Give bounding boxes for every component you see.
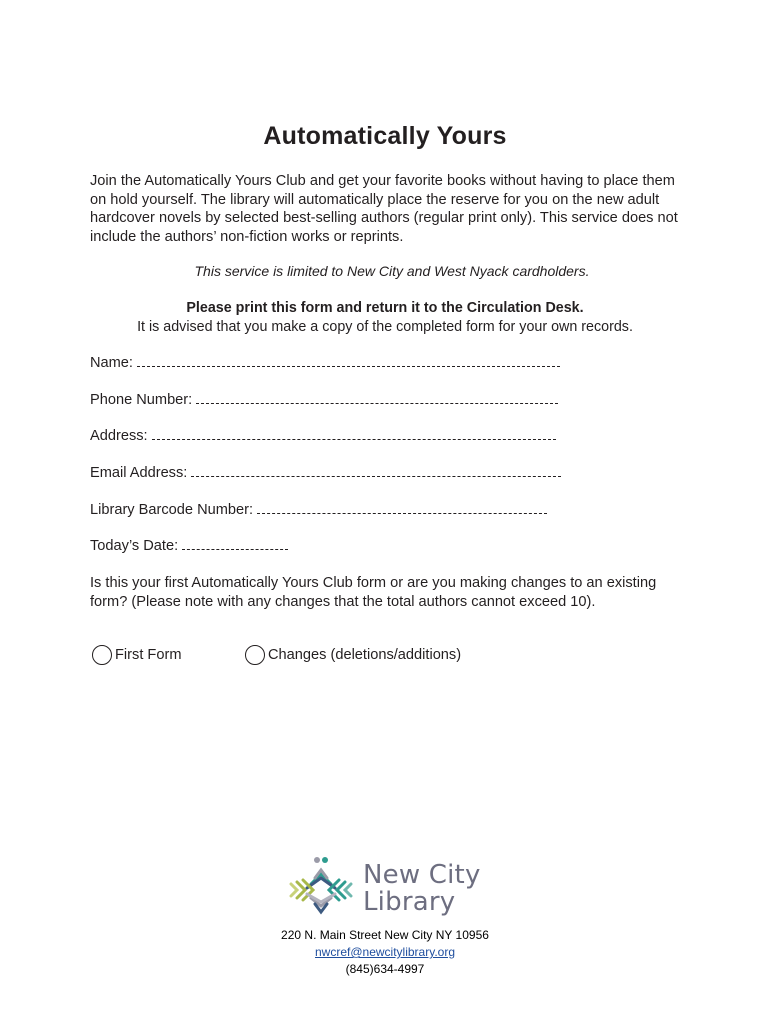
email-field[interactable] (90, 464, 561, 481)
name-blank[interactable] (137, 354, 560, 367)
intro-paragraph: Join the Automatically Yours Club and get your favorite books without having to place them on hold yourself. The library will automatically place the reserve for you on the new adult hardcover novels by selected best-selling authors (regular print only). This service does not include the authors’ non-fiction works or reprints. (90, 173, 678, 245)
logo-line-1: New City (363, 860, 481, 890)
print-instruction: Please print this form and return it to the Circulation Desk. (186, 300, 584, 316)
first-form-option[interactable] (92, 645, 181, 665)
email-label: Email Address: (90, 465, 188, 481)
date-label: Today’s Date: (90, 538, 179, 554)
phone-blank[interactable] (196, 391, 558, 404)
first-form-label: First Form (115, 647, 182, 663)
phone-field[interactable] (90, 391, 558, 408)
name-label: Name: (90, 355, 133, 371)
eligibility-note: This service is limited to New City and West Nyack cardholders. (194, 263, 590, 279)
barcode-label: Library Barcode Number: (90, 502, 254, 518)
first-form-radio[interactable] (92, 645, 112, 665)
footer-phone: (845)634-4997 (345, 962, 425, 976)
changes-label: Changes (deletions/additions) (268, 647, 462, 663)
footer-address: 220 N. Main Street New City NY 10956 (281, 928, 489, 942)
form-type-question: Is this your first Automatically Yours Club form or are you making changes to an existing form? (Please note with any changes that the total authors cannot exceed 10). (90, 575, 657, 610)
phone-label: Phone Number: (90, 392, 193, 408)
library-logo-text (363, 862, 481, 916)
address-field[interactable] (90, 427, 556, 444)
changes-radio[interactable] (245, 645, 265, 665)
barcode-field[interactable] (90, 501, 547, 518)
date-field[interactable] (90, 537, 288, 554)
footer-email-line (0, 945, 770, 959)
footer-email-link[interactable]: nwcref@newcitylibrary.org (315, 945, 455, 959)
date-blank[interactable] (182, 537, 288, 550)
changes-option[interactable] (245, 645, 461, 665)
logo-line-2: Library (363, 887, 456, 917)
name-field[interactable] (90, 354, 560, 371)
address-label: Address: (90, 428, 148, 444)
copy-advice: It is advised that you make a copy of the completed form for your own records. (137, 319, 633, 335)
address-blank[interactable] (152, 427, 556, 440)
barcode-blank[interactable] (257, 501, 547, 514)
form-title: Automatically Yours (263, 122, 507, 150)
email-blank[interactable] (191, 464, 561, 477)
